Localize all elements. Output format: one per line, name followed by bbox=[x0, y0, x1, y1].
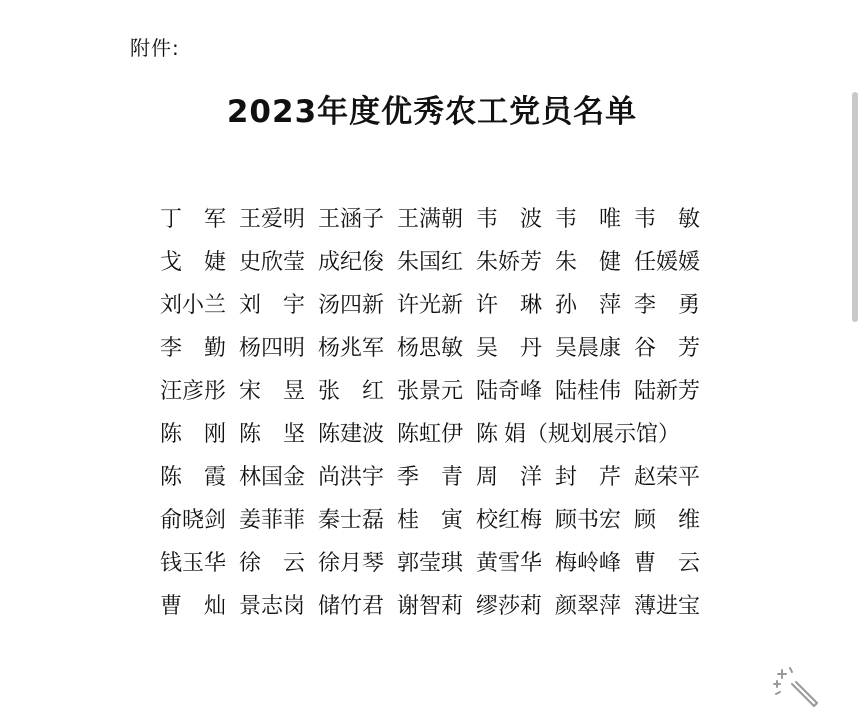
member-name: 陈 刚 bbox=[160, 422, 226, 447]
member-name: 校 红 梅 bbox=[476, 508, 543, 533]
member-name: 吴 晨 康 bbox=[555, 336, 622, 361]
member-name: 陈 娟（规划展示馆） bbox=[476, 422, 681, 447]
member-name: 史 欣 莹 bbox=[239, 250, 306, 275]
member-name: 徐 云 bbox=[239, 551, 305, 576]
member-name: 孙 萍 bbox=[555, 293, 621, 318]
member-name: 刘 小 兰 bbox=[160, 293, 227, 318]
member-name: 吴 丹 bbox=[476, 336, 542, 361]
member-name: 朱 娇 芳 bbox=[476, 250, 543, 275]
member-name: 秦 士 磊 bbox=[318, 508, 385, 533]
member-name: 俞 晓 剑 bbox=[160, 508, 227, 533]
member-name: 汪 彦 彤 bbox=[160, 379, 227, 404]
member-name: 杨 兆 军 bbox=[318, 336, 385, 361]
member-name: 谷 芳 bbox=[634, 336, 700, 361]
member-name: 曹 云 bbox=[634, 551, 700, 576]
member-name: 陆 新 芳 bbox=[634, 379, 701, 404]
member-name: 尚 洪 宇 bbox=[318, 465, 385, 490]
member-name: 王 爱 明 bbox=[239, 207, 306, 232]
member-name: 谢 智 莉 bbox=[397, 594, 464, 619]
member-name: 许 琳 bbox=[476, 293, 542, 318]
member-name: 陆 奇 峰 bbox=[476, 379, 543, 404]
name-row bbox=[160, 497, 720, 540]
member-name: 李 勤 bbox=[160, 336, 226, 361]
member-name: 储 竹 君 bbox=[318, 594, 385, 619]
member-name: 颜 翠 萍 bbox=[555, 594, 622, 619]
vertical-scrollbar[interactable] bbox=[852, 92, 858, 322]
member-name: 张 红 bbox=[318, 379, 384, 404]
name-row bbox=[160, 540, 720, 583]
member-name: 王 满 朝 bbox=[397, 207, 464, 232]
member-name: 杨 思 敏 bbox=[397, 336, 464, 361]
name-row bbox=[160, 282, 720, 325]
member-name: 丁 军 bbox=[160, 207, 226, 232]
member-name: 陈 霞 bbox=[160, 465, 226, 490]
member-name: 林 国 金 bbox=[239, 465, 306, 490]
member-name: 李 勇 bbox=[634, 293, 700, 318]
member-name: 郭 莹 琪 bbox=[397, 551, 464, 576]
name-row bbox=[160, 368, 720, 411]
member-name: 张 景 元 bbox=[397, 379, 464, 404]
member-name: 韦 波 bbox=[476, 207, 542, 232]
member-name: 黄 雪 华 bbox=[476, 551, 543, 576]
member-name: 桂 寅 bbox=[397, 508, 463, 533]
name-row bbox=[160, 454, 720, 497]
member-name: 顾 书 宏 bbox=[555, 508, 622, 533]
member-name: 封 芹 bbox=[555, 465, 621, 490]
name-row bbox=[160, 325, 720, 368]
member-name: 宋 昱 bbox=[239, 379, 305, 404]
member-name: 周 洋 bbox=[476, 465, 542, 490]
attachment-label: 附件: bbox=[130, 36, 180, 60]
member-name: 曹 灿 bbox=[160, 594, 226, 619]
member-name: 韦 敏 bbox=[634, 207, 700, 232]
member-name: 姜 菲 菲 bbox=[239, 508, 306, 533]
member-name: 徐 月 琴 bbox=[318, 551, 385, 576]
name-list bbox=[160, 196, 720, 626]
magic-wand-icon[interactable] bbox=[770, 664, 820, 710]
member-name: 景 志 岗 bbox=[239, 594, 306, 619]
member-name: 陈 坚 bbox=[239, 422, 305, 447]
member-name: 梅 岭 峰 bbox=[555, 551, 622, 576]
member-name: 许 光 新 bbox=[397, 293, 464, 318]
member-name: 任 媛 媛 bbox=[634, 250, 701, 275]
page-title: 2023年度优秀农工党员名单 bbox=[226, 94, 638, 130]
member-name: 成 纪 俊 bbox=[318, 250, 385, 275]
member-name: 陈 建 波 bbox=[318, 422, 385, 447]
member-name: 朱 健 bbox=[555, 250, 621, 275]
member-name: 王 涵 子 bbox=[318, 207, 385, 232]
member-name: 缪 莎 莉 bbox=[476, 594, 543, 619]
member-name: 陈 虹 伊 bbox=[397, 422, 464, 447]
member-name: 刘 宇 bbox=[239, 293, 305, 318]
member-name: 戈 婕 bbox=[160, 250, 226, 275]
name-row bbox=[160, 196, 720, 239]
member-name: 杨 四 明 bbox=[239, 336, 306, 361]
member-name: 汤 四 新 bbox=[318, 293, 385, 318]
member-name: 韦 唯 bbox=[555, 207, 621, 232]
name-row bbox=[160, 583, 720, 626]
member-name: 季 青 bbox=[397, 465, 463, 490]
member-name: 朱 国 红 bbox=[397, 250, 464, 275]
name-row bbox=[160, 239, 720, 282]
member-name: 顾 维 bbox=[634, 508, 700, 533]
member-name: 赵 荣 平 bbox=[634, 465, 701, 490]
member-name: 钱 玉 华 bbox=[160, 551, 227, 576]
member-name: 薄 进 宝 bbox=[634, 594, 701, 619]
name-row bbox=[160, 411, 720, 454]
member-name: 陆 桂 伟 bbox=[555, 379, 622, 404]
